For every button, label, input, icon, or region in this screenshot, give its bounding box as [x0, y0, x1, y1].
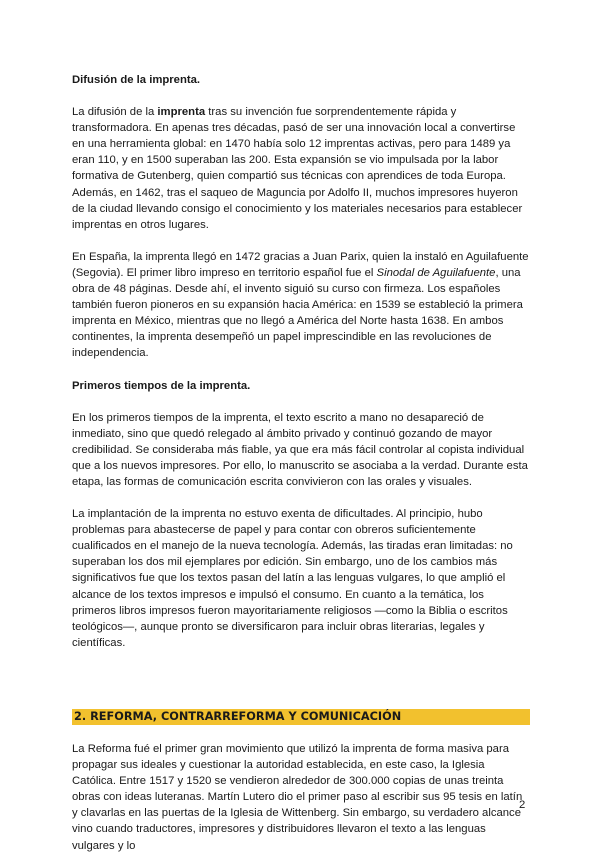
paragraph-difusion-1: [72, 104, 530, 233]
paragraph-primeros-1: En los primeros tiempos de la imprenta, el texto escrito a mano no desapareció de inmediato, sino que quedó relegado al ámbito privado y continuó gozando de mayor credibilidad. Se consideraba más fiable, ya que era más fácil controlar al copista individual que a los nuevos impresores. Por ello, lo manuscrito se asociaba a la verdad. Durante esta etapa, las formas de comunicación escrita convivieron con las orales y visuales.: [72, 411, 528, 488]
section-heading-primeros-tiempos: Primeros tiempos de la imprenta.: [72, 379, 251, 392]
paragraph-text: , una obra de 48 páginas. Desde ahí, el invento siguió su curso con firmeza. Los españoles también fueron pioneros en su expansión hacia América: en 1539 se estableció la primera imprenta en México, mientras que no llegó a América del Norte hasta 1638. En ambos continentes, la imprenta desempeñó un papel imprescindible en las revoluciones de independencia.: [72, 266, 523, 360]
paragraph-difusion-2: [72, 249, 530, 362]
paragraph-text: tras su invención fue sorprendentemente rápida y transformadora. En apenas tres décadas, pasó de ser una innovación local a convertirse en una herramienta global: en 1470 había solo 12 imprentas activas, pero para 1489 ya eran 110, y en 1500 superaban las 200. Esta expansión se vio impulsada por la labor formativa de Gutenberg, quien compartió sus técnicas con aprendices de toda Europa. Además, en 1462, tras el saqueo de Maguncia por Adolfo II, muchos impresores huyeron de la ciudad llevando consigo el conocimiento y los materiales necesarios para establecer imprentas en otros lugares.: [72, 106, 523, 231]
chapter-heading-reforma: 2. REFORMA, CONTRARREFORMA Y COMUNICACIÓN: [72, 709, 530, 725]
page-number: 2: [519, 799, 526, 811]
paragraph-text: La difusión de la: [72, 106, 158, 119]
bold-term-imprenta: imprenta: [157, 106, 206, 119]
section-heading-difusion: Difusión de la imprenta.: [72, 74, 201, 86]
italic-book-title: Sinodal de Aguilafuente: [376, 266, 496, 279]
paragraph-primeros-2: La implantación de la imprenta no estuvo exenta de dificultades. Al principio, hubo problemas para abastecerse de papel y para contar con obreros suficientemente cualificados en el manejo de la nueva tecnología. Además, las tiradas eran limitadas: no superaban los dos mil ejemplares por edición. Sin embargo, uno de los cambios más significativos fue que los textos pasan del latín a las lenguas vulgares, lo que amplió el alcance de los textos impresos e impulsó el consumo. En cuanto a la temática, los primeros libros impresos fueron mayoritariamente religiosos —como la Biblia o escritos teológicos—, aunque pronto se diversificaron para incluir obras literarias, legales y científicas.: [72, 508, 513, 649]
page-content: [72, 72, 530, 854]
paragraph-text: En España, la imprenta llegó en 1472 gracias a Juan Parix, quien la instaló en Aguilafuente (Segovia). El primer libro impreso en territorio español fue el: [72, 250, 529, 279]
paragraph-reforma-1: La Reforma fué el primer gran movimiento que utilizó la imprenta de forma masiva para propagar sus ideales y cuestionar la autoridad establecida, en este caso, la Iglesia Católica. Entre 1517 y 1520 se vendieron alrededor de 300.000 copias de unas treinta obras con ideas luteranas. Martín Lutero dio el primer paso al escribir sus 95 tesis en latín y clavarlas en las puertas de la Iglesia de Wittenberg. Sin embargo, su verdadero alcance vino cuando traductores, impresores y distribuidores llevaron el texto a las lenguas vulgares y lo: [72, 743, 523, 852]
